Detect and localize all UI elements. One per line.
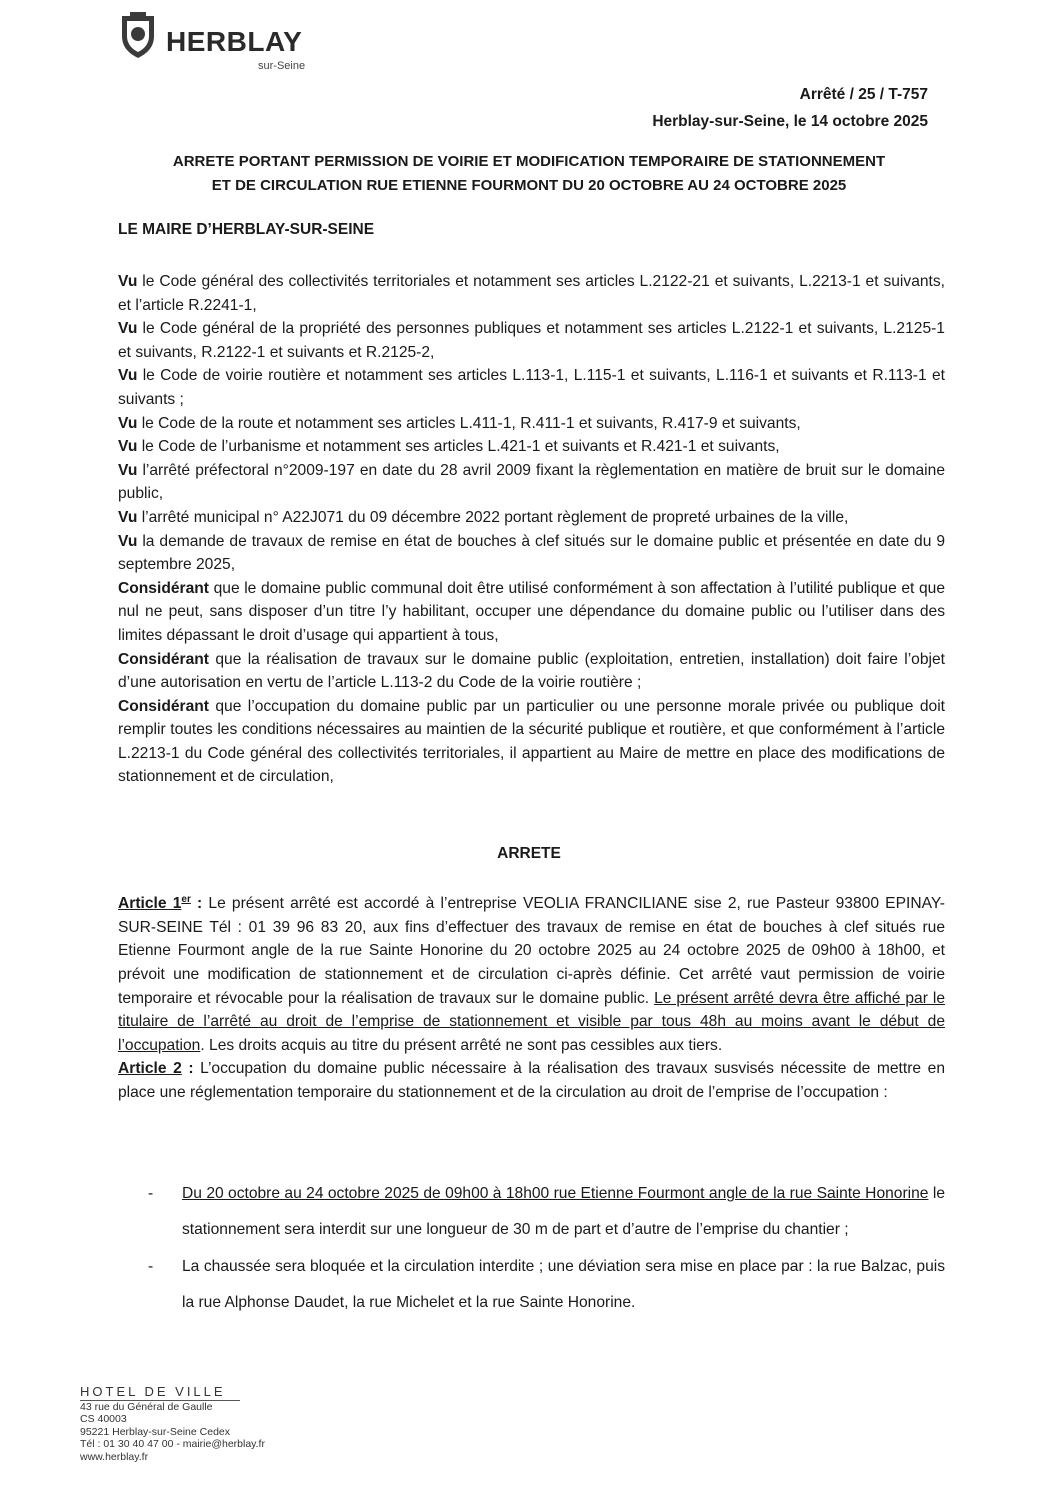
- arrete-heading: ARRETE: [497, 845, 561, 862]
- recital-text: le Code de l’urbanisme et notamment ses articles L.421-1 et suivants et R.421-1 et suivants,: [137, 438, 780, 456]
- recital-lead: Vu: [118, 508, 138, 526]
- footer-line: 43 rue du Général de Gaulle: [80, 1400, 213, 1413]
- recital-lead: Considérant: [118, 650, 209, 668]
- mayor-heading: LE MAIRE D’HERBLAY-SUR-SEINE: [118, 221, 375, 238]
- list-dash: -: [148, 1185, 154, 1202]
- recital-lead: Vu: [118, 532, 138, 550]
- article-1-display-notice: Le présent arrêté devra être affiché par le titulaire de l’arrêté au droit de l’emprise de stationnement et visible par tous 48h au moins avant le début de l’occupation: [118, 989, 945, 1054]
- footer-website: www.herblay.fr: [80, 1450, 149, 1463]
- city-subtitle: sur-Seine: [258, 60, 306, 72]
- recital-text: que le domaine public communal doit être utilisé conformément à son affectation à l’utilité publique et que nul ne peut, sans disposer d’un titre l’y habilitant, occuper une dépendance du domaine public ou l’utiliser dans des limites dépassant le droit d’usage qui appartient à tous,: [118, 579, 945, 644]
- recital: [118, 506, 945, 530]
- article-2-label: Article 2 :: [118, 1060, 194, 1078]
- decree-number: Arrêté / 25 / T-757: [799, 86, 928, 103]
- recital-lead: Vu: [118, 273, 138, 290]
- list-dash: -: [148, 1258, 154, 1275]
- recital: [118, 695, 945, 789]
- recital: [118, 530, 945, 577]
- coat-of-arms-icon: [118, 10, 158, 60]
- article-1-label: Article 1er :: [118, 894, 203, 913]
- footer-line: 95221 Herblay-sur-Seine Cedex: [80, 1425, 230, 1438]
- recital-lead: Considérant: [118, 579, 209, 597]
- recital-text: le Code général de la propriété des personnes publiques et notamment ses articles L.2122-1 et suivants, L.2125-1 et suivants, R.2122-1 et suivants et R.2125-2,: [118, 320, 945, 361]
- article-1-text: Le présent arrêté est accordé à l’entreprise VEOLIA FRANCILIANE sise 2, rue Pasteur 93800 EPINAY-SUR-SEINE Tél : 01 39 96 83 20, aux fins d’effectuer des travaux de remise en état de bouches à clef situés rue Etienne Fourmont angle de la rue Sainte Honorine du 20 octobre 2025 au 24 octobre 2025 de 09h00 à 18h00, et prévoit une modification de stationnement et de circulation ci-après définie. Cet arrêté vaut permission de voirie temporaire et révocable pour la réalisation de travaux sur le domaine public.: [118, 895, 945, 1007]
- article-2-text: L’occupation du domaine public nécessaire à la réalisation des travaux susvisés nécessite de mettre en place une réglementation temporaire du stationnement et de la circulation au droit de l’emprise de l’occupation :: [118, 1060, 945, 1101]
- list-item: [148, 1176, 945, 1247]
- footer-line: Tél : 01 30 40 47 00 - mairie@herblay.fr: [80, 1438, 265, 1450]
- recital-lead: Vu: [118, 367, 138, 385]
- measures-list: [148, 1176, 945, 1320]
- measure-period: Du 20 octobre au 24 octobre 2025 de 09h00 à 18h00 rue Etienne Fourmont angle de la rue Sainte Honorine: [182, 1185, 929, 1202]
- recital: [118, 317, 945, 364]
- document-reference-block: [652, 81, 928, 135]
- recital-lead: Considérant: [118, 697, 209, 715]
- city-logo: [118, 10, 338, 72]
- articles: [118, 888, 945, 1105]
- recital: [118, 270, 945, 317]
- recital-lead: Vu: [118, 320, 138, 338]
- measure-text: le stationnement sera interdit sur une longueur de 30 m de part et d’autre de l’emprise du chantier ;: [182, 1185, 945, 1238]
- recital: [118, 459, 945, 506]
- footer-heading: HOTEL DE VILLE: [80, 1386, 240, 1401]
- footer-address: [80, 1386, 265, 1463]
- recital-lead: Vu: [118, 414, 138, 432]
- document-title: [118, 150, 940, 198]
- recital: [118, 435, 945, 459]
- title-line-2: ET DE CIRCULATION RUE ETIENNE FOURMONT DU 20 OCTOBRE AU 24 OCTOBRE 2025: [211, 177, 847, 194]
- recital-text: le Code de voirie routière et notamment ses articles L.113-1, L.115-1 et suivants, L.116-1 et suivants et R.113-1 et suivants ;: [118, 367, 945, 408]
- place-and-date: Herblay-sur-Seine, le 14 octobre 2025: [652, 113, 928, 130]
- recital-lead: Vu: [118, 438, 138, 456]
- city-name: HERBLAY: [166, 26, 303, 57]
- recital-text: l’arrêté municipal n° A22J071 du 09 décembre 2022 portant règlement de propreté urbaines de la ville,: [137, 508, 849, 526]
- article-2: [118, 1057, 945, 1104]
- article-1-text-end: . Les droits acquis au titre du présent arrêté ne sont pas cessibles aux tiers.: [200, 1036, 723, 1054]
- recital: [118, 577, 945, 648]
- list-item: [148, 1249, 945, 1320]
- recital-text: que l’occupation du domaine public par un particulier ou une personne morale privée ou publique doit remplir toutes les conditions nécessaires au maintien de la sécurité publique et routière, et que conformément à l’article L.2213-1 du Code général des collectivités territoriales, il appartient au Maire de mettre en place des modifications de stationnement et de circulation,: [118, 697, 945, 786]
- recital-text: le Code général des collectivités territoriales et notamment ses articles L.2122-21 et suivants, L.2213-1 et suivants, et l’article R.2241-1,: [118, 273, 945, 314]
- recital-lead: Vu: [118, 461, 138, 479]
- title-line-1: ARRETE PORTANT PERMISSION DE VOIRIE ET MODIFICATION TEMPORAIRE DE STATIONNEMENT: [172, 153, 886, 170]
- recitals: [118, 270, 945, 789]
- recital-text: l’arrêté préfectoral n°2009-197 en date du 28 avril 2009 fixant la règlementation en matière de bruit sur le domaine public,: [118, 461, 945, 503]
- article-1: [118, 888, 945, 1057]
- recital: [118, 364, 945, 411]
- recital-text: que la réalisation de travaux sur le domaine public (exploitation, entretien, installation) doit faire l’objet d’une autorisation en vertu de l’article L.113-2 du Code de la voirie routière ;: [118, 650, 945, 692]
- recital: [118, 648, 945, 695]
- recital-text: le Code de la route et notamment ses articles L.411-1, R.411-1 et suivants, R.417-9 et suivants,: [137, 414, 801, 432]
- recital: [118, 412, 945, 436]
- footer-line: CS 40003: [80, 1413, 127, 1425]
- recital-text: la demande de travaux de remise en état de bouches à clef situés sur le domaine public et présentée en date du 9 septembre 2025,: [118, 532, 945, 574]
- measure-text: La chaussée sera bloquée et la circulation interdite ; une déviation sera mise en place par : la rue Balzac, puis la rue Alphonse Daudet, la rue Michelet et la rue Sainte Honorine.: [182, 1258, 945, 1311]
